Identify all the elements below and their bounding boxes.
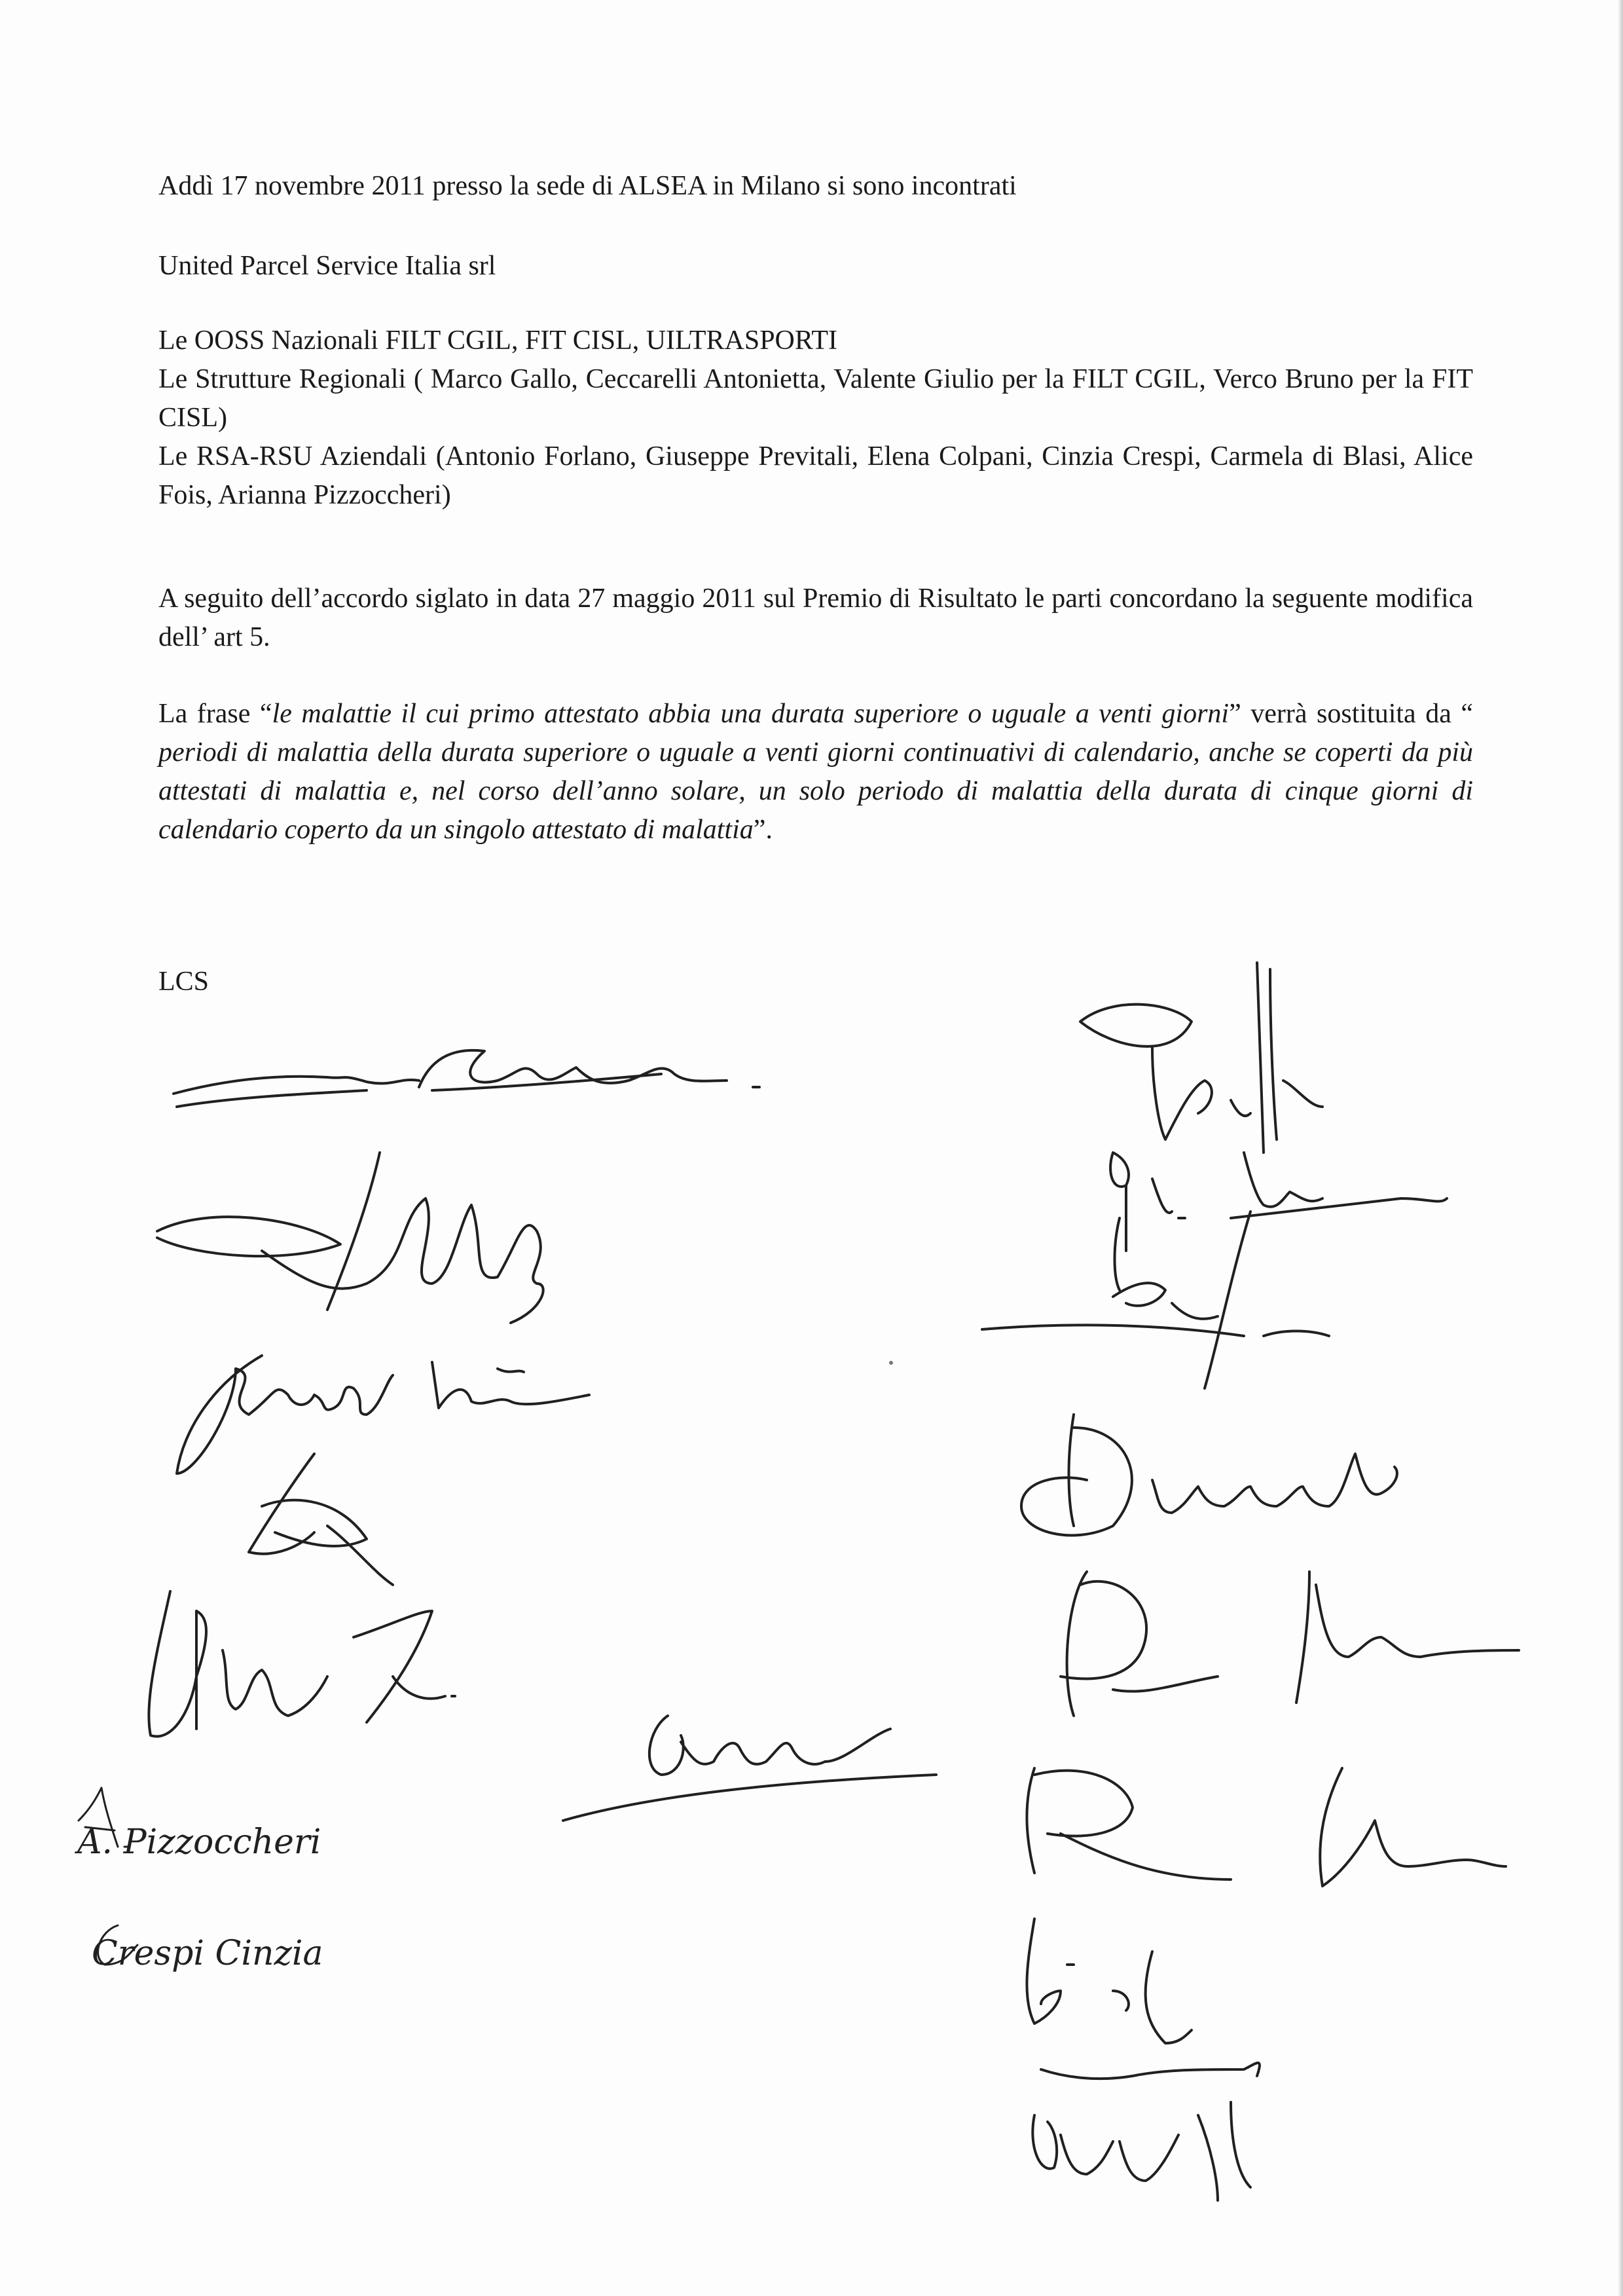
- agreement-text: A seguito dell’accordo siglato in data 27 maggio 2011 sul Premio di Risultato le parti concordano la seguente modifica dell’ art 5.: [158, 583, 1473, 652]
- handwritten-names: [75, 1823, 323, 1973]
- amendment-middle: ” verrà sostituita da “: [1229, 699, 1474, 729]
- company-representatives: Le RSA-RSU Aziendali (Antonio Forlano, Giuseppe Previtali, Elena Colpani, Cinzia Crespi, Carmela di Blasi, Alice Fois, Arianna Pizzoccheri): [158, 441, 1473, 510]
- signature-5: [149, 1591, 455, 1737]
- signature-7: [1080, 963, 1322, 1153]
- amendment-suffix: ”.: [753, 815, 773, 845]
- signature-8: [1110, 1153, 1447, 1251]
- signature-crespi: Crespi Cinzia: [92, 1934, 323, 1973]
- amendment-prefix: La frase “: [158, 699, 272, 729]
- signature-13: [1027, 1919, 1192, 2043]
- new-phrase: periodi di malattia della durata superiore o uguale a venti giorni continuativi di calendario, anche se coperti da più attestati di malattia e, nel corso dell’anno solare, un solo periodo di malattia della durata di cinque giorni di calendario coperto da un singolo attestato di malattia: [158, 737, 1473, 845]
- intro-text: Addì 17 novembre 2011 presso la sede di ALSEA in Milano si sono incontrati: [158, 171, 1017, 201]
- signature-3: [177, 1356, 589, 1473]
- signature-12: [1027, 1768, 1506, 1886]
- signature-4: [249, 1454, 393, 1585]
- signature-6: [563, 1716, 936, 1821]
- signature-11: [1061, 1572, 1519, 1716]
- old-phrase: le malattie il cui primo attestato abbia una durata superiore o uguale a venti giorni: [272, 699, 1230, 729]
- signature-strokes: [79, 963, 1519, 2200]
- closing-lcs: LCS: [158, 967, 210, 997]
- regional-structures: Le Strutture Regionali ( Marco Gallo, Ceccarelli Antonietta, Valente Giulio per la FILT CGIL, Verco Bruno per la FIT CISL): [158, 364, 1473, 433]
- signature-1: [173, 1050, 759, 1107]
- national-unions: Le OOSS Nazionali FILT CGIL, FIT CISL, UILTRASPORTI: [158, 325, 838, 356]
- signature-14: [1032, 2063, 1260, 2200]
- signature-pizzoccheri: A. Pizzoccheri: [77, 1823, 321, 1862]
- signature-9: [982, 1212, 1329, 1388]
- company-name: United Parcel Service Italia srl: [158, 251, 496, 281]
- signature-2: [157, 1153, 543, 1323]
- signature-10: [1021, 1415, 1397, 1535]
